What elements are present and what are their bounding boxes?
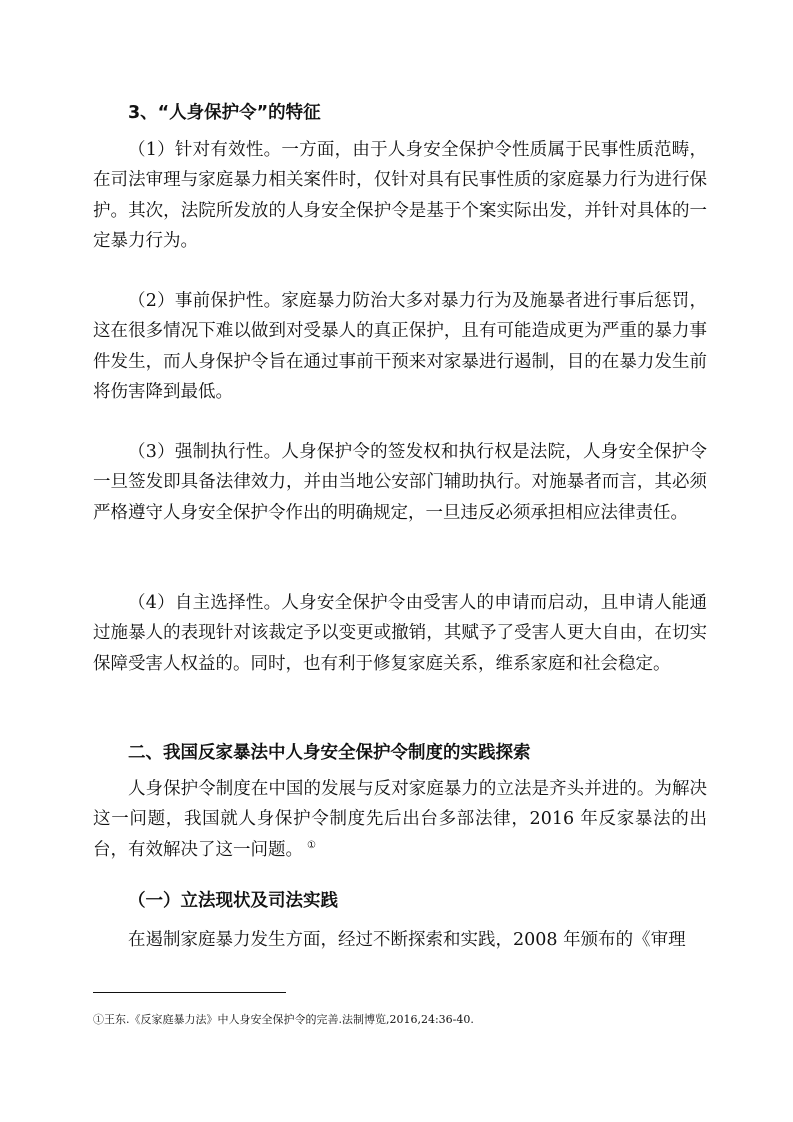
paragraph-preventive-protection: （2）事前保护性。家庭暴力防治大多对暴力行为及施暴者进行事后惩罚，这在很多情况下难以做到对受暴人的真正保护，且有可能造成更为严重的暴力事件发生，而人身保护令旨在通过事前干预来对家暴进行遏制，目的在暴力发生前将伤害降到最低。: [93, 291, 707, 402]
footnote-text: ①王东.《反家庭暴力法》中人身安全保护令的完善.法制博览,2016,24:36-40.: [93, 1013, 474, 1026]
paragraph-mandatory-enforcement: （3）强制执行性。人身保护令的签发权和执行权是法院，人身安全保护令一旦签发即具备法律效力，并由当地公安部门辅助执行。对施暴者而言，其必须严格遵守人身安全保护令作出的明确规定，一旦违反必须承担相应法律责任。: [93, 442, 707, 523]
paragraph-targeted-effectiveness: （1）针对有效性。一方面，由于人身安全保护令性质属于民事性质范畴，在司法审理与家庭暴力相关案件时，仅针对具有民事性质的家庭暴力行为进行保护。其次，法院所发放的人身安全保护令是基于个案实际出发，并针对具体的一定暴力行为。: [93, 140, 707, 251]
subsection-heading-legislation: （一）立法现状及司法实践: [128, 891, 338, 911]
footnote-divider: [93, 992, 286, 993]
footnote-reference[interactable]: ①: [307, 839, 316, 851]
paragraph-legislation-start: 在遏制家庭暴力发生方面，经过不断探索和实践，2008 年颁布的《审理: [128, 930, 686, 950]
paragraph-autonomous-choice: （4）自主选择性。人身安全保护令由受害人的申请而启动，且申请人能通过施暴人的表现针对该裁定予以变更或撤销，其赋予了受害人更大自由，在切实保障受害人权益的。同时，也有利于修复家庭关系，维系家庭和社会稳定。: [93, 593, 707, 674]
paragraph-development-text: 人身保护令制度在中国的发展与反对家庭暴力的立法是齐头并进的。为解决这一问题，我国就人身保护令制度先后出台多部法律，2016 年反家暴法的出台，有效解决了这一问题。: [93, 779, 707, 860]
paragraph-development: [93, 774, 707, 865]
section-heading-features: 3、“人身保护令”的特征: [128, 103, 321, 123]
section-heading-practice: 二、我国反家暴法中人身安全保护令制度的实践探索: [128, 743, 531, 763]
